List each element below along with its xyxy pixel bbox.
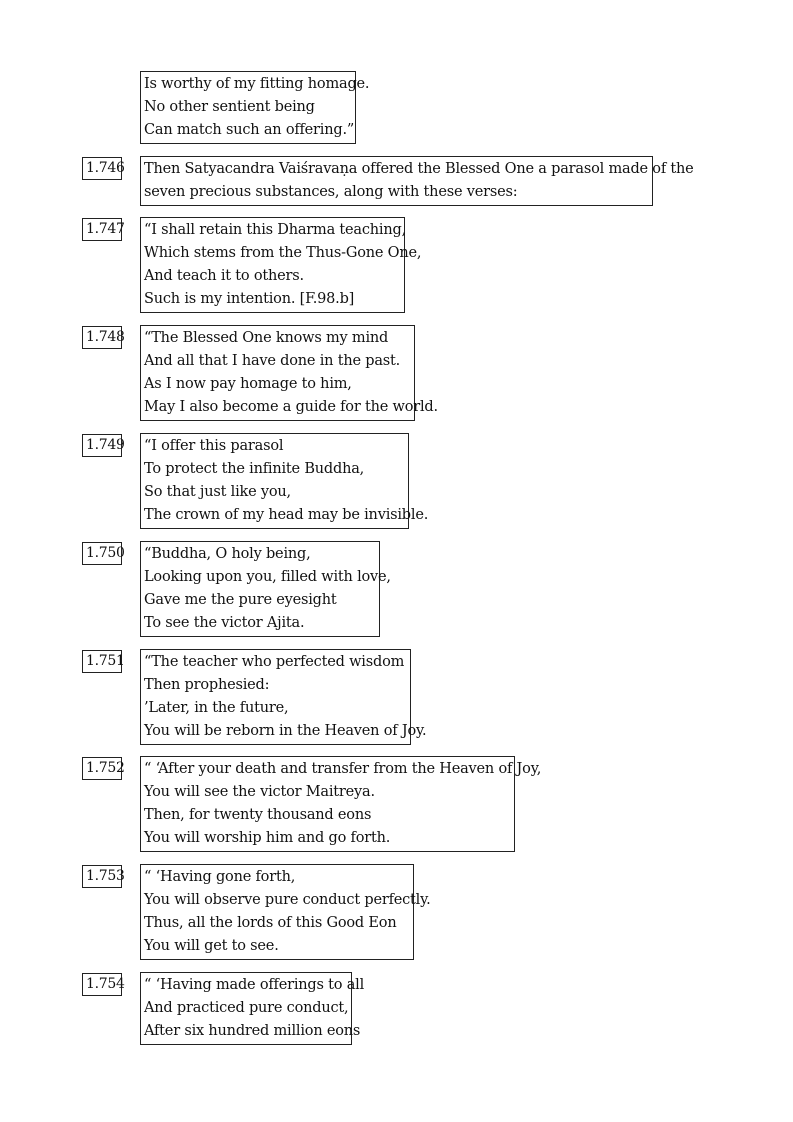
verse-line: “The Blessed One knows my mind	[144, 330, 389, 346]
prose-block	[140, 156, 694, 206]
prose-line: seven precious substances, along with these verses:	[144, 184, 518, 200]
paragraph-number: 1.751	[82, 650, 122, 673]
verse-line: No other sentient being	[144, 99, 315, 115]
paragraph-number: 1.754	[82, 973, 122, 996]
verse-line: “The teacher who perfected wisdom	[144, 654, 405, 670]
verse-line: To protect the infinite Buddha,	[144, 461, 365, 477]
verse-line: “Buddha, O holy being,	[144, 546, 311, 562]
verse-line: You will be reborn in the Heaven of Joy.	[144, 723, 427, 739]
verse-line: You will see the victor Maitreya.	[144, 784, 375, 800]
verse-block	[140, 756, 542, 852]
verse-line: “ ‘After your death and transfer from the Heaven of Joy,	[144, 761, 542, 777]
verse-block-continuation	[140, 71, 370, 144]
verse-line: “I offer this parasol	[144, 438, 284, 454]
verse-line: Can match such an offering.”	[144, 122, 355, 138]
paragraph-number: 1.752	[82, 757, 122, 780]
verse-line: You will observe pure conduct perfectly.	[144, 892, 431, 908]
paragraph-number: 1.746	[82, 157, 122, 180]
verse-line: So that just like you,	[144, 484, 291, 500]
verse-block	[140, 217, 422, 313]
paragraph-number: 1.747	[82, 218, 122, 241]
paragraph-number: 1.750	[82, 542, 122, 565]
verse-line: And teach it to others.	[144, 268, 304, 284]
verse-line: ’Later, in the future,	[144, 700, 289, 716]
verse-line: Is worthy of my fitting homage.	[144, 76, 370, 92]
verse-line: You will get to see.	[144, 938, 279, 954]
verse-line: Such is my intention. [F.98.b]	[144, 291, 355, 307]
verse-line: “ ‘Having made offerings to all	[144, 977, 365, 993]
verse-line: Then prophesied:	[144, 677, 270, 693]
verse-block	[140, 649, 427, 745]
verse-line: Then, for twenty thousand eons	[144, 807, 372, 823]
verse-line: Thus, all the lords of this Good Eon	[144, 915, 397, 931]
verse-line: As I now pay homage to him,	[144, 376, 352, 392]
prose-line: Then Satyacandra Vaiśravaṇa offered the Blessed One a parasol made of the	[144, 161, 694, 177]
verse-block	[140, 972, 365, 1045]
verse-line: “ ‘Having gone forth,	[144, 869, 296, 885]
verse-block	[140, 325, 438, 421]
verse-line: To see the victor Ajita.	[144, 615, 305, 631]
verse-line: “I shall retain this Dharma teaching,	[144, 222, 407, 238]
paragraph-number: 1.753	[82, 865, 122, 888]
verse-line: And practiced pure conduct,	[144, 1000, 349, 1016]
verse-line: You will worship him and go forth.	[144, 830, 391, 846]
verse-line: After six hundred million eons	[144, 1023, 361, 1039]
verse-block	[140, 541, 391, 637]
verse-line: The crown of my head may be invisible.	[144, 507, 429, 523]
verse-line: Looking upon you, filled with love,	[144, 569, 391, 585]
verse-line: And all that I have done in the past.	[144, 353, 401, 369]
verse-block	[140, 864, 431, 960]
paragraph-number: 1.749	[82, 434, 122, 457]
verse-line: May I also become a guide for the world.	[144, 399, 438, 415]
paragraph-number: 1.748	[82, 326, 122, 349]
verse-block	[140, 433, 429, 529]
verse-line: Which stems from the Thus-Gone One,	[144, 245, 422, 261]
verse-line: Gave me the pure eyesight	[144, 592, 337, 608]
